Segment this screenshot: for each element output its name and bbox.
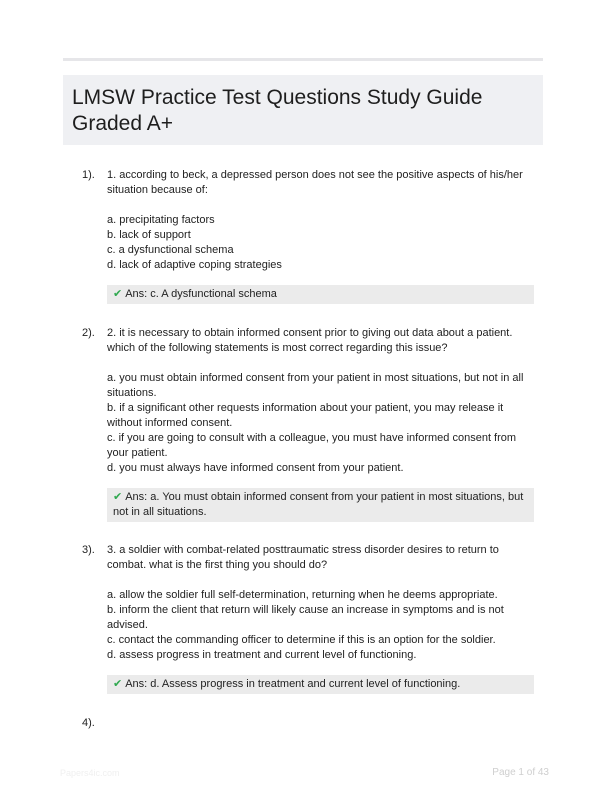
option-a: a. you must obtain informed consent from your patient in most situations, but not in all situations.: [107, 372, 524, 399]
check-icon: ✔: [113, 491, 123, 503]
option-a: a. precipitating factors: [107, 214, 215, 226]
option-c: c. if you are going to consult with a colleague, you must have informed consent from your patient.: [107, 432, 517, 459]
option-b: b. if a significant other requests information about your patient, you may release it without informed consent.: [107, 402, 504, 429]
option-list: [107, 371, 539, 476]
title-line-1: LMSW Practice Test Questions Study Guide: [72, 86, 483, 109]
question-number: 1).: [82, 169, 95, 181]
top-divider: [63, 58, 543, 61]
option-d: d. lack of adaptive coping strategies: [107, 259, 282, 271]
option-c: c. contact the commanding officer to determine if this is an option for the soldier.: [107, 634, 496, 646]
question-text: 2. it is necessary to obtain informed consent prior to giving out data about a patient. which of the following statements is most correct regarding this issue?: [107, 327, 513, 354]
answer-box: [107, 488, 534, 522]
option-c: c. a dysfunctional schema: [107, 244, 234, 256]
option-b: b. lack of support: [107, 229, 191, 241]
check-icon: ✔: [113, 678, 123, 690]
answer-text: Ans: c. A dysfunctional schema: [125, 288, 277, 300]
option-a: a. allow the soldier full self-determination, returning when he deems appropriate.: [107, 589, 498, 601]
page-number: Page 1 of 43: [492, 767, 549, 778]
watermark: Papers4ic.com: [60, 768, 120, 778]
option-d: d. assess progress in treatment and current level of functioning.: [107, 649, 417, 661]
title-box: [63, 75, 543, 145]
question-text: 3. a soldier with combat-related posttraumatic stress disorder desires to return to combat. what is the first thing you should do?: [107, 544, 499, 571]
option-b: b. inform the client that return will likely cause an increase in symptoms and is not advised.: [107, 604, 504, 631]
answer-box: [107, 285, 534, 304]
question-text: 1. according to beck, a depressed person does not see the positive aspects of his/her situation because of:: [107, 169, 523, 196]
title-line-2: Graded A+: [72, 112, 173, 135]
question-body: [107, 326, 539, 522]
question-body: [107, 168, 539, 304]
option-d: d. you must always have informed consent from your patient.: [107, 462, 404, 474]
answer-text: Ans: d. Assess progress in treatment and current level of functioning.: [125, 678, 461, 690]
question-body: [107, 543, 539, 694]
answer-text: Ans: a. You must obtain informed consent from your patient in most situations, but not in all situations.: [113, 491, 524, 518]
question-number: 3).: [82, 544, 95, 556]
answer-box: [107, 675, 534, 694]
question-number: 4).: [82, 717, 95, 729]
option-list: [107, 213, 539, 273]
option-list: [107, 588, 539, 663]
check-icon: ✔: [113, 288, 123, 300]
page-title: [72, 85, 535, 137]
question-number: 2).: [82, 327, 95, 339]
